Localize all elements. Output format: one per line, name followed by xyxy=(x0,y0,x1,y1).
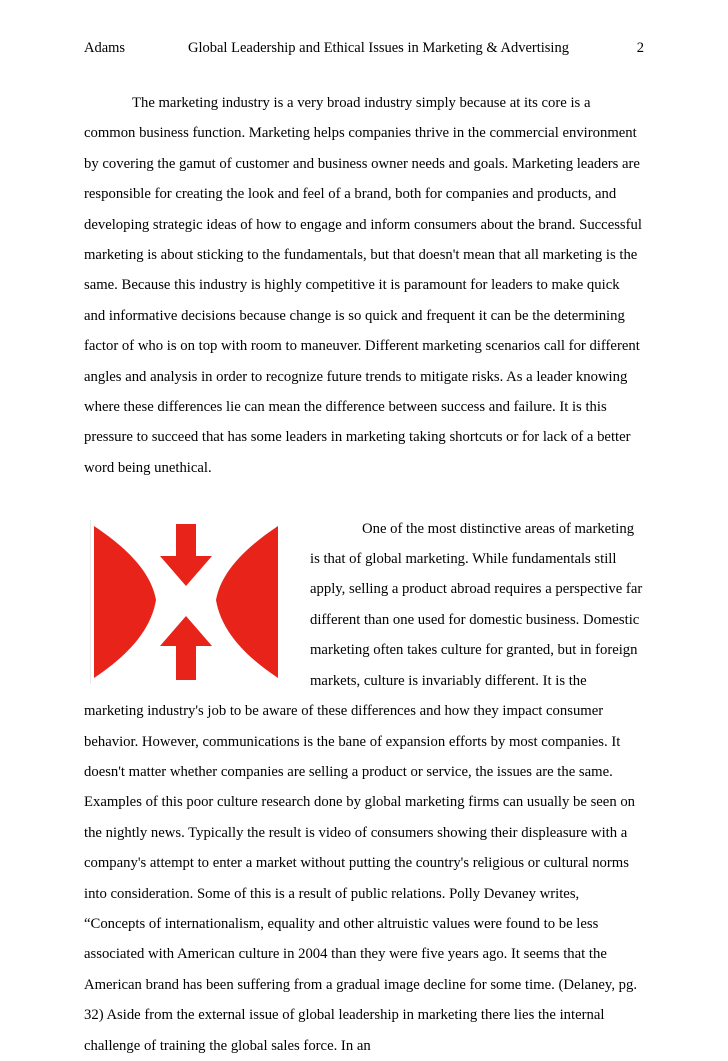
header-author: Adams xyxy=(84,40,126,56)
paragraph-spacer xyxy=(84,483,644,513)
convergence-arrows-icon xyxy=(90,520,282,684)
paragraph-2: One of the most distinctive areas of marketing is that of global marketing. While fundamentals still apply, selling a product abroad requires a perspective far different than one used for domestic business. Domestic marketing often takes culture for granted, but in foreign markets, culture is invariably different. It is the marketing industry's job to be aware of these differences and how they impact consumer behavior. However, communications is the bane of expansion efforts by most companies. It doesn't matter whether companies are selling a product or service, the issues are the same. Examples of this poor culture research done by global marketing firms can usually be seen on the nightly news. Typically the result is video of consumers showing their displeasure with a company's attempt to enter a market without putting the country's religious or cultural norms into consideration. Some of this is a result of public relations. Polly Devaney writes, “Concepts of internationalism, equality and other altruistic values were found to be less associated with American culture in 2004 than they were five years ago. It seems that the American brand has been suffering from a gradual image decline for some time. (Delaney, pg. 32) Aside from the external issue of global leadership in marketing there lies the internal challenge of training the global sales force. In an xyxy=(84,520,643,1054)
figure-container xyxy=(84,520,300,690)
header-title: Global Leadership and Ethical Issues in Marketing & Advertising xyxy=(188,40,569,56)
document-body xyxy=(84,88,644,1061)
paragraph-1: The marketing industry is a very broad industry simply because at its core is a common business function. Marketing helps companies thrive in the commercial environment by covering the gamut of customer and business owner needs and goals. Marketing leaders are responsible for creating the look and feel of a brand, both for companies and products, and developing strategic ideas of how to engage and inform consumers about the brand. Successful marketing is about sticking to the fundamentals, but that doesn't mean that all marketing is the same. Because this industry is highly competitive it is paramount for leaders to make quick and informative decisions because change is so quick and frequent it can be the determining factor of who is on top with room to maneuver. Different marketing scenarios call for different angles and analysis in order to recognize future trends to mitigate risks. As a leader knowing where these differences lie can mean the difference between success and failure. It is this pressure to succeed that has some leaders in marketing taking shortcuts or for lack of a better word being unethical. xyxy=(84,95,642,476)
page-header xyxy=(84,40,644,57)
convergence-arrows-diagram xyxy=(90,520,282,684)
header-page-number: 2 xyxy=(636,40,644,56)
